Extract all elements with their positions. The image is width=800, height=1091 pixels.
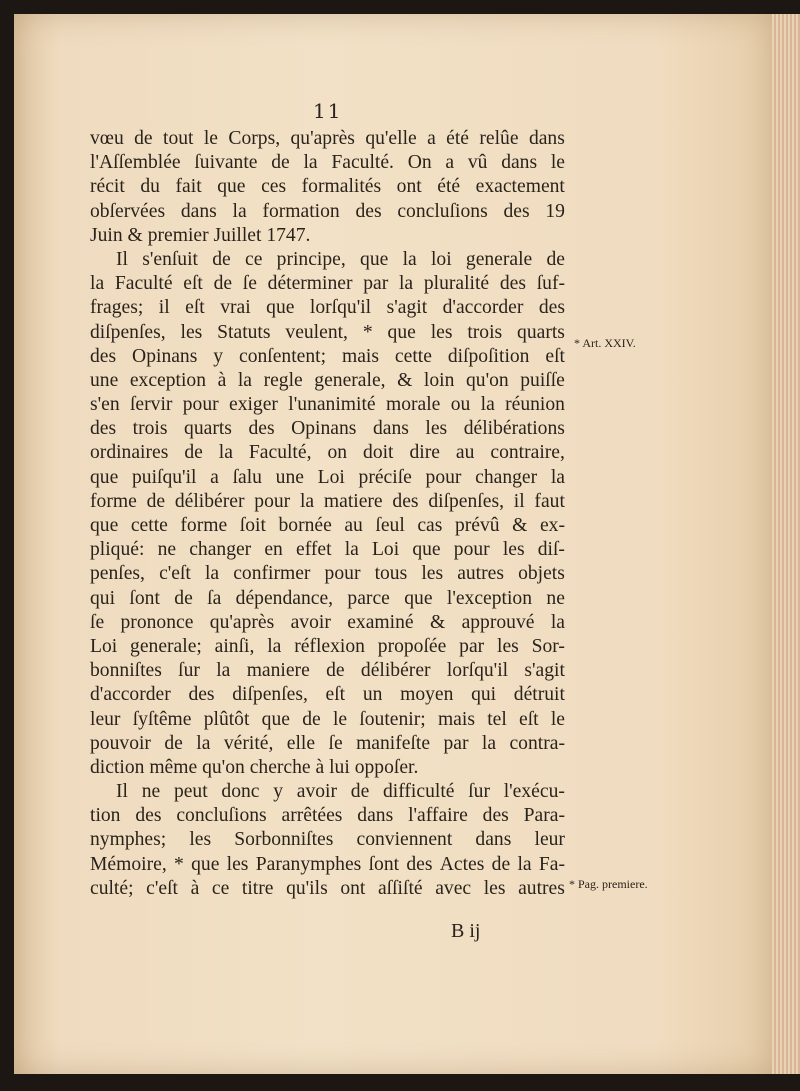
- text-line: l'Aſſemblée ſuivante de la Faculté. On a vû dans le: [90, 152, 565, 174]
- text-line: vœu de tout le Corps, qu'après qu'elle a été relûe dans: [90, 128, 565, 149]
- text-line: Il s'enſuit de ce principe, que la loi generale de: [116, 248, 565, 270]
- text-line: ordinaires de la Faculté, on doit dire au contraire,: [90, 442, 565, 464]
- text-line: récit du fait que ces formalités ont été exactement: [90, 176, 565, 198]
- text-line: obſervées dans la formation des concluſions des 19: [90, 200, 565, 222]
- page-number: 11: [313, 99, 343, 123]
- text-line: forme de délibérer pour la matiere des diſpenſes, il faut: [90, 490, 565, 512]
- text-line: penſes, c'eſt la confirmer pour tous les autres objets: [90, 563, 565, 585]
- page-stack-edge: [772, 14, 800, 1074]
- text-line: Juin & premier Juillet 1747.: [90, 224, 311, 246]
- text-line: Il ne peut donc y avoir de difficulté ſur l'exécu-: [116, 781, 565, 803]
- text-line: ſe prononce qu'après avoir examiné & approuvé la: [90, 611, 565, 633]
- text-line: diction même qu'on cherche à lui oppoſer.: [90, 756, 419, 778]
- text-line: leur ſyſtême plûtôt que de le ſoutenir; mais tel eſt le: [90, 708, 565, 730]
- text-line: que cette forme ſoit bornée au ſeul cas prévû & ex-: [90, 515, 565, 536]
- text-line: qui ſont de ſa dépendance, parce que l'exception ne: [90, 587, 565, 609]
- text-line: nymphes; les Sorbonniſtes conviennent dans leur: [90, 829, 565, 851]
- text-line: tion des concluſions arrêtées dans l'affaire des Para-: [90, 805, 565, 827]
- body-text: [90, 127, 565, 901]
- text-line: d'accorder des diſpenſes, eſt un moyen qui détruit: [90, 684, 565, 706]
- text-line: bonniſtes ſur la maniere de délibérer lorſqu'il s'agit: [90, 660, 565, 682]
- text-line: la Faculté eſt de ſe déterminer par la pluralité des ſuf-: [90, 273, 565, 295]
- text-line: Mémoire, * que les Paranymphes ſont des Actes de la Fa-: [90, 853, 565, 875]
- text-line: une exception à la regle generale, & loin qu'on puiſſe: [90, 369, 565, 391]
- text-line: s'en ſervir pour exiger l'unanimité morale ou la réunion: [90, 394, 565, 416]
- margin-note-page: * Pag. premiere.: [569, 877, 648, 891]
- text-line: frages; il eſt vrai que lorſqu'il s'agit d'accorder des: [90, 297, 565, 319]
- text-line: des trois quarts des Opinans dans les délibérations: [90, 418, 565, 440]
- text-line: des Opinans y conſentent; mais cette diſpoſition eſt: [90, 345, 565, 367]
- margin-note-article: * Art. XXIV.: [574, 336, 636, 350]
- text-line: pouvoir de la vérité, elle ſe manifeſte par la contra-: [90, 732, 565, 754]
- text-line: Loi generale; ainſi, la réflexion propoſée par les Sor-: [90, 635, 565, 657]
- text-line: pliqué: ne changer en effet la Loi que pour les diſ-: [90, 539, 565, 561]
- text-line: diſpenſes, les Statuts veulent, * que les trois quarts: [90, 321, 565, 343]
- text-line: culté; c'eſt à ce titre qu'ils ont aſſiſté avec les autres: [90, 877, 565, 899]
- text-line: que puiſqu'il a ſalu une Loi préciſe pour changer la: [90, 466, 565, 488]
- signature-mark: B ij: [451, 920, 481, 942]
